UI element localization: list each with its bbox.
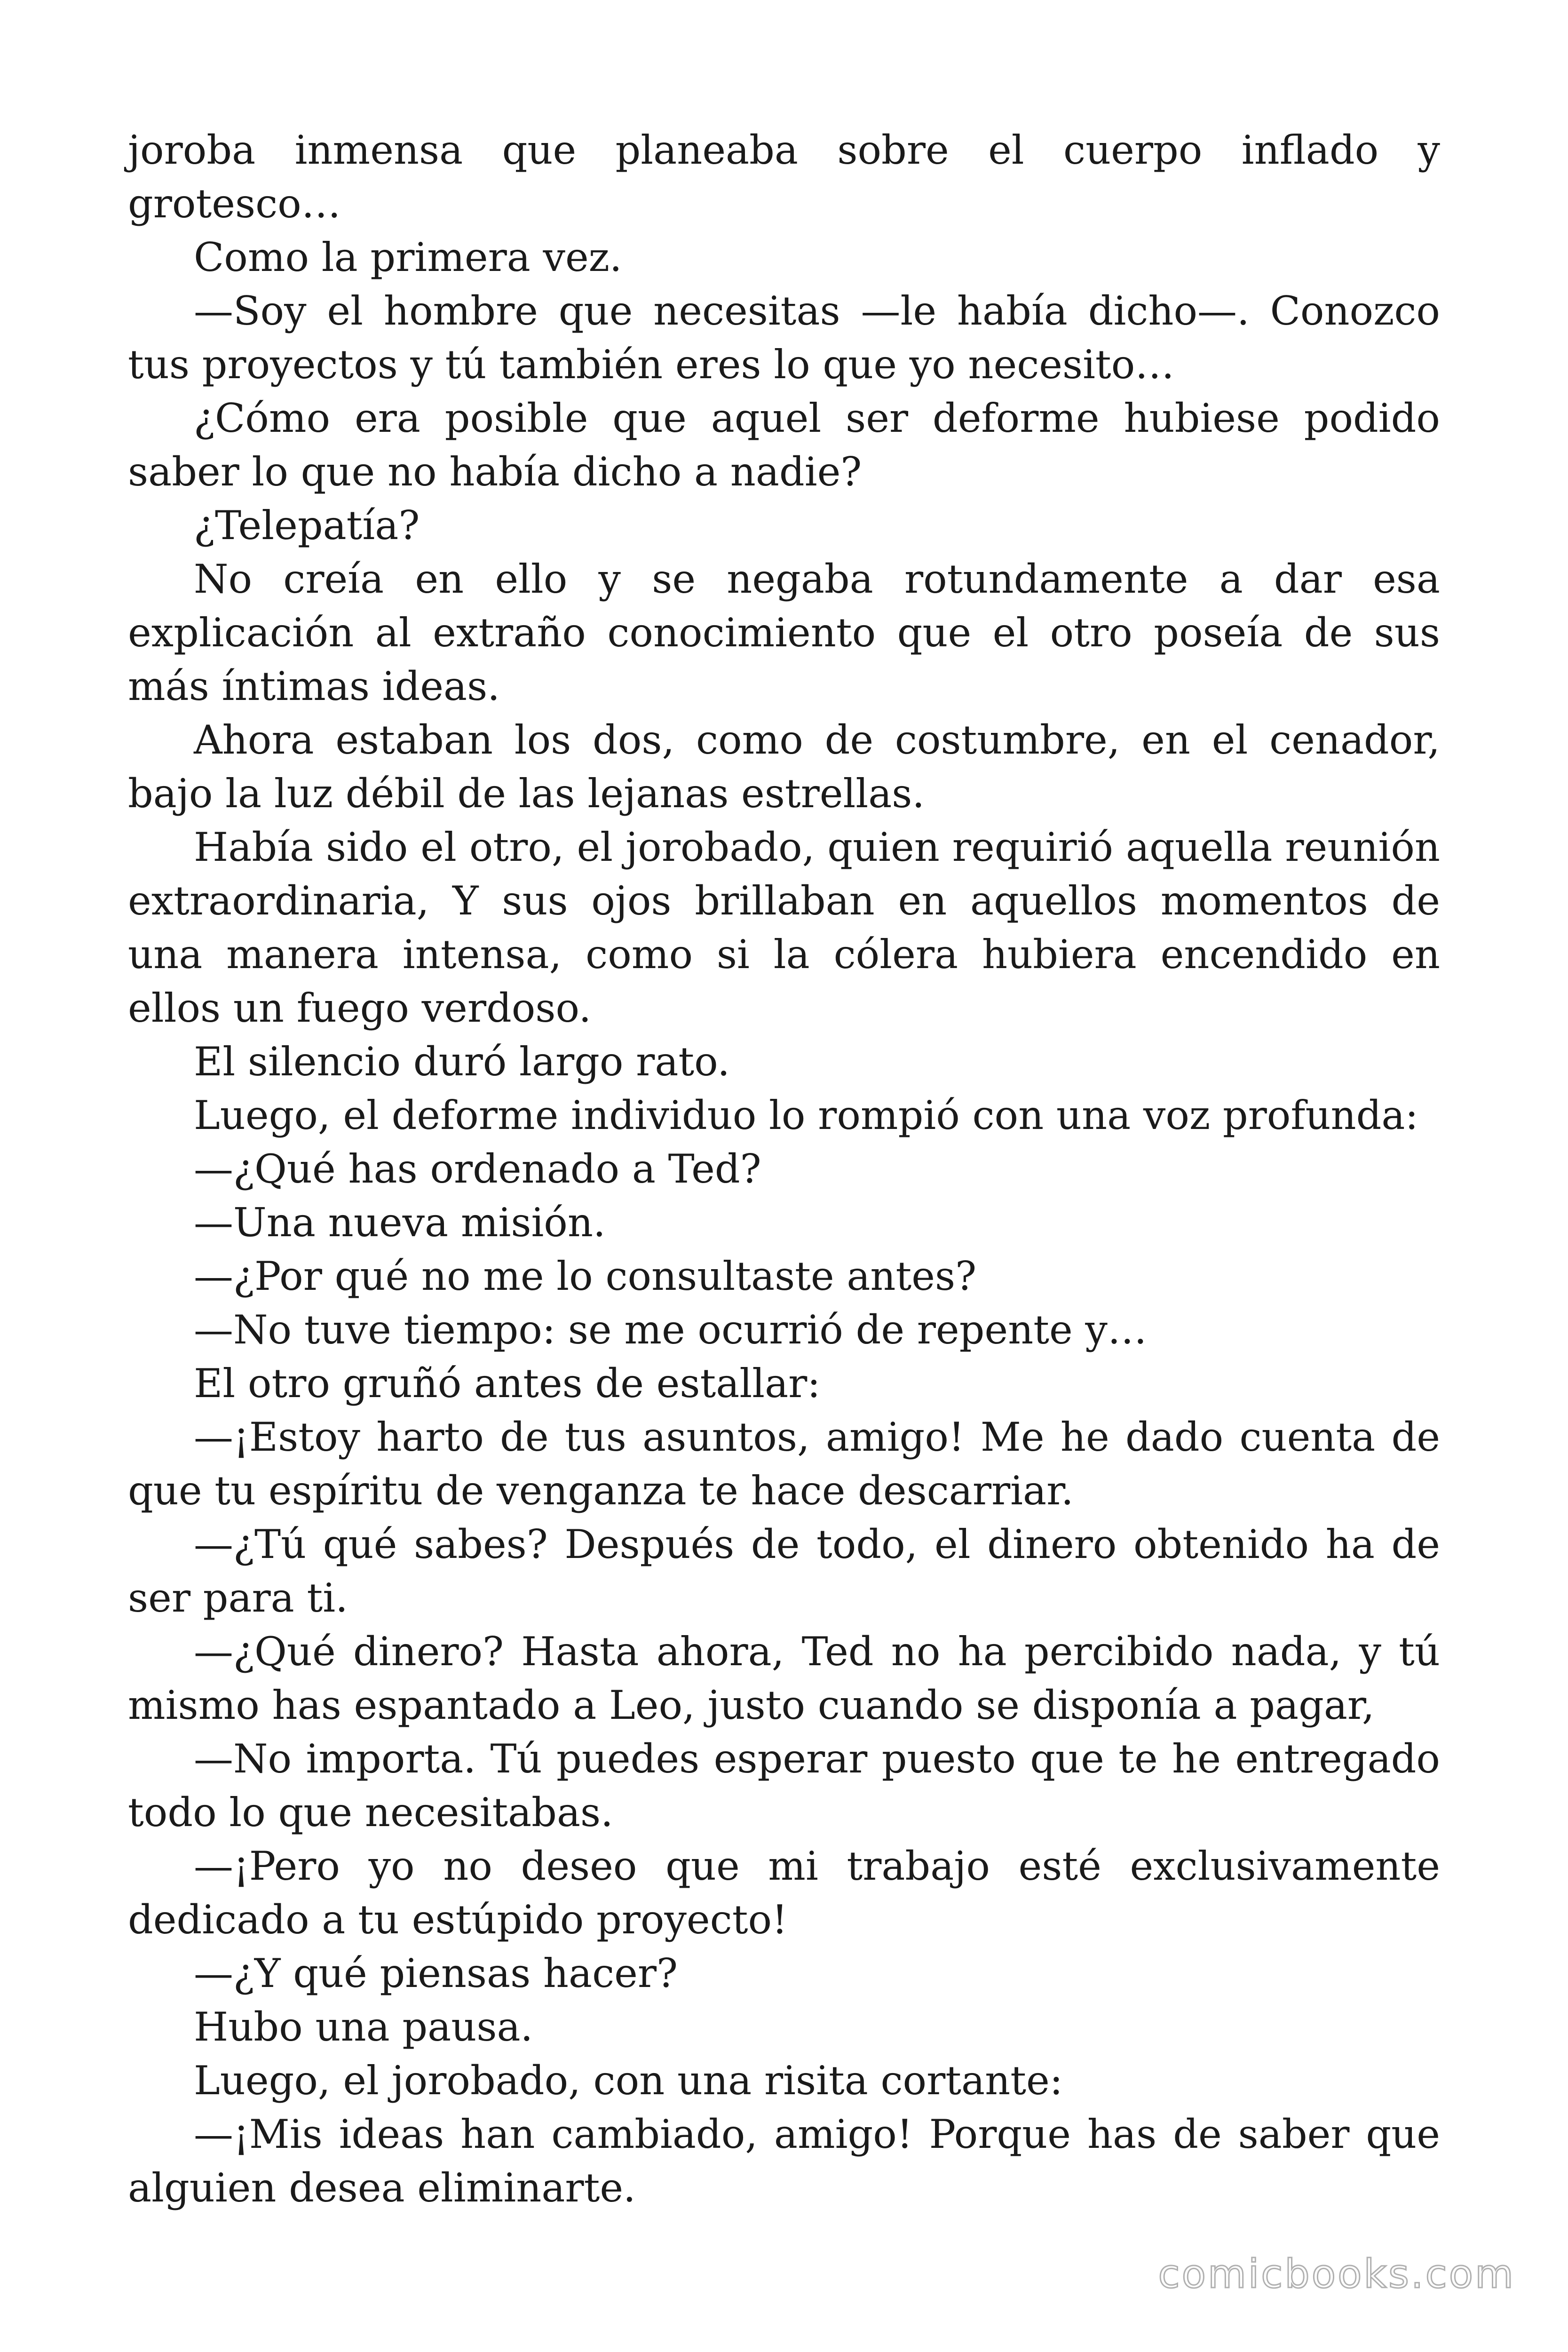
paragraph: El silencio duró largo rato. [194,1039,730,1085]
paragraph: Había sido el otro, el jorobado, quien requirió aquella reunión extraordinaria, Y sus ojos brillaban en aquellos momentos de una manera intensa, como si la cólera hubiera encendido en ellos un fuego verdoso. [128,824,1440,1031]
paragraph: Luego, el deforme individuo lo rompió con una voz profunda: [194,1092,1418,1138]
paragraph: Como la primera vez. [194,234,622,280]
paragraph: —¿Tú qué sabes? Después de todo, el dinero obtenido ha de ser para ti. [128,1521,1440,1621]
paragraph: —¿Y qué piensas hacer? [194,1950,678,1996]
paragraph: —¡Estoy harto de tus asuntos, amigo! Me he dado cuenta de que tu espíritu de venganza te hace descarriar. [128,1414,1440,1514]
paragraph: —No importa. Tú puedes esperar puesto que te he entregado todo lo que necesitabas. [128,1736,1440,1836]
page-text [128,123,1440,2215]
paragraph: Luego, el jorobado, con una risita cortante: [194,2058,1063,2104]
paragraph: ¿Telepatía? [194,502,420,548]
paragraph: —¿Qué dinero? Hasta ahora, Ted no ha percibido nada, y tú mismo has espantado a Leo, justo cuando se disponía a pagar, [128,1629,1440,1728]
paragraph: Ahora estaban los dos, como de costumbre, en el cenador, bajo la luz débil de las lejanas estrellas. [128,717,1440,817]
paragraph: —¡Mis ideas han cambiado, amigo! Porque has de saber que alguien desea eliminarte. [128,2111,1440,2211]
paragraph: Hubo una pausa. [194,2004,533,2050]
watermark: comicbooks.com [1158,2251,1515,2297]
paragraph: —Una nueva misión. [194,1200,606,1246]
paragraph: El otro gruñó antes de estallar: [194,1360,821,1406]
paragraph: ¿Cómo era posible que aquel ser deforme hubiese podido saber lo que no había dicho a nadie? [128,395,1440,495]
paragraph: —No tuve tiempo: se me ocurrió de repente y… [194,1307,1147,1353]
paragraph: —¿Por qué no me lo consultaste antes? [194,1253,977,1299]
paragraph: —Soy el hombre que necesitas —le había dicho—. Conozco tus proyectos y tú también eres lo que yo necesito… [128,288,1440,388]
paragraph: No creía en ello y se negaba rotundamente a dar esa explicación al extraño conocimiento que el otro poseía de sus más íntimas ideas. [128,556,1440,709]
paragraph: —¡Pero yo no deseo que mi trabajo esté exclusivamente dedicado a tu estúpido proyecto! [128,1843,1440,1943]
paragraph: joroba inmensa que planeaba sobre el cuerpo inflado y grotesco… [128,127,1440,227]
paragraph: —¿Qué has ordenado a Ted? [194,1146,761,1192]
